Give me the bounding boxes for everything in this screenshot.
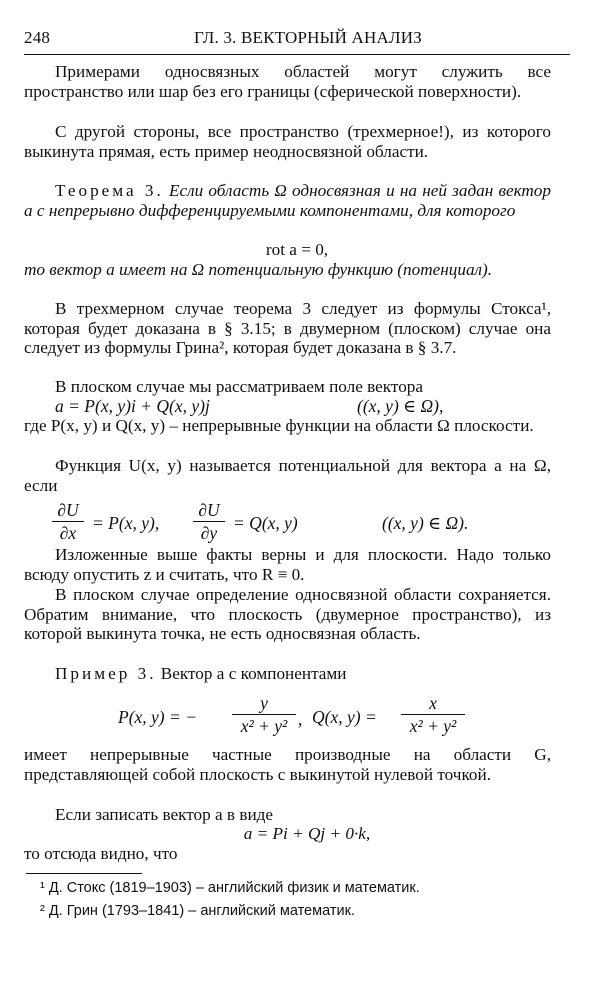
running-header: [24, 28, 570, 55]
numerator: ∂U: [198, 500, 220, 520]
theorem-statement: Если область Ω односвязная и на ней задан вектор a с непрерывно дифференцируемыми компонентами, для которого: [24, 181, 551, 220]
theorem-conclusion: то вектор a имеет на Ω потенциальную функцию (потенциал).: [24, 260, 493, 279]
paragraph-non-simply-connected: С другой стороны, все пространство (трехмерное!), из которого выкинута прямая, есть пример неодносвязной области.: [24, 122, 551, 161]
example-intro: Вектор a с компонентами: [160, 664, 347, 683]
fraction-dU-dy: [193, 500, 225, 543]
fraction-Q: [401, 693, 465, 736]
paragraph-continuous-derivatives: имеет непрерывные частные производные на области G, представляющей собой плоскость с выкинутой нулевой точкой.: [24, 745, 551, 784]
equals-Q: = Q(x, y): [233, 513, 298, 533]
chapter-title: ГЛ. 3. ВЕКТОРНЫЙ АНАЛИЗ: [194, 28, 422, 47]
paragraph-plane-facts: Изложенные выше факты верны и для плоскости. Надо только всюду опустить z и считать, что R ≡ 0.: [24, 545, 551, 584]
vector-field-domain: ((x, y) ∈ Ω),: [357, 396, 444, 416]
P-lhs: P(x, y) = −: [118, 707, 197, 727]
potential-domain: ((x, y) ∈ Ω).: [382, 513, 469, 533]
numerator: x: [429, 693, 437, 713]
paragraph-hence: то отсюда видно, что: [24, 844, 178, 863]
vector-field-formula: a = P(x, y)i + Q(x, y)j: [55, 396, 210, 416]
denominator: ∂y: [200, 523, 218, 543]
fraction-dU-dx: [52, 500, 84, 543]
paragraph-plane-field: В плоском случае мы рассматриваем поле вектора: [55, 377, 424, 396]
denominator: x² + y²: [409, 716, 457, 736]
numerator: ∂U: [57, 500, 79, 520]
fraction-P: [232, 693, 296, 736]
equals-P: = P(x, y),: [92, 513, 160, 533]
paragraph-continuous-functions: где P(x, y) и Q(x, y) – непрерывные функции на области Ω плоскости.: [24, 416, 534, 435]
footnote-stokes: ¹ Д. Стокс (1819–1903) – английский физик и математик.: [40, 880, 420, 896]
paragraph-simply-connected-examples: Примерами односвязных областей могут служить все пространство или шар без его границы (сферической поверхности).: [24, 62, 551, 101]
example-label: Пример 3.: [55, 664, 157, 683]
footnote-divider: [26, 873, 142, 874]
example-3: [24, 664, 551, 684]
theorem-3: [24, 181, 551, 220]
page-number: 248: [24, 28, 51, 47]
paragraph-plane-definition: В плоском случае определение односвязной области сохраняется. Обратим внимание, что плоскость (двумерное пространство), из которой выкинута точка, не есть односвязная область.: [24, 585, 551, 643]
paragraph-vector-form: Если записать вектор a в виде: [55, 805, 274, 824]
paragraph-potential-definition: Функция U(x, y) называется потенциальной для вектора a на Ω, если: [24, 456, 551, 495]
Q-lhs: Q(x, y) =: [312, 707, 377, 727]
denominator: x² + y²: [240, 716, 288, 736]
denominator: ∂x: [59, 523, 77, 543]
comma: ,: [298, 709, 303, 729]
theorem-label: Теорема 3.: [55, 181, 164, 200]
theorem-formula: rot a = 0,: [265, 240, 329, 259]
vector-formula: a = Pi + Qj + 0·k,: [243, 824, 371, 843]
numerator: y: [260, 693, 268, 713]
paragraph-stokes-green: В трехмерном случае теорема 3 следует из формулы Стокса¹, которая будет доказана в § 3.15; в двумерном (плоском) случае она следует из формулы Грина², которая будет доказана в § 3.7.: [24, 299, 551, 357]
footnote-green: ² Д. Грин (1793–1841) – английский математик.: [40, 903, 355, 919]
